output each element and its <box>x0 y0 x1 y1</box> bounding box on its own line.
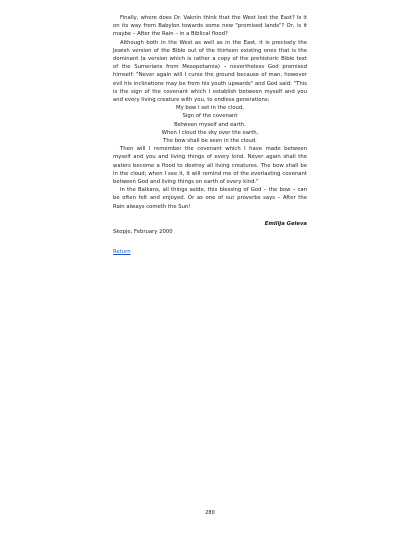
paragraph: Then will I remember the covenant which I have made between myself and you and living things of every kind. Never again shall the waters become a flood to destroy all living creatures. The bow shall be in the cloud; when I see it, it will remind me of the everlasting covenant between God and living things on earth of every kind." <box>113 146 307 186</box>
article-body <box>113 14 307 256</box>
paragraph: In the Balkans, all things aside, this blessing of God – the bow – can be often felt and enjoyed. Or as one of our proverbs says – After the Rain always cometh the Sun! <box>113 187 307 210</box>
place-date: Skopje, February 2000 <box>113 229 173 236</box>
poem-line: When I cloud the sky over the earth, <box>161 129 259 136</box>
poem-quote <box>113 104 307 145</box>
paragraph: Finally, where does Dr. Vaknin think that the West lost the East? Is it on its way from Babylon towards some new "promised lands"? Or, is it maybe – After the Rain – in a Biblical flood? <box>113 15 307 38</box>
poem-line: The bow shall be seen in the cloud. <box>163 138 257 145</box>
page-number: 280 <box>205 510 215 516</box>
poem-line: Between myself and earth. <box>174 121 246 128</box>
paragraph: Although both in the West as well as in the East, it is precisely the Jewish version of the Bible out of the thirteen existing ones that is the dominant (a version which is rather a copy of the prehistoric Bible text of the Sumerians from Mesopotamia) – nevertheless God promised himself: "Never again will I curse the ground because of man, however evil his inclinations may be from his youth upwards" and God said: "This is the sign of the covenant which I establish between myself and you and every living creature with you, to endless generations: <box>113 39 307 104</box>
poem-line: Sign of the covenant <box>182 113 238 120</box>
return-link[interactable]: Return <box>113 249 131 256</box>
poem-line: My bow I set in the cloud, <box>176 105 244 112</box>
author-signature: Emilija Geleva <box>264 220 307 227</box>
